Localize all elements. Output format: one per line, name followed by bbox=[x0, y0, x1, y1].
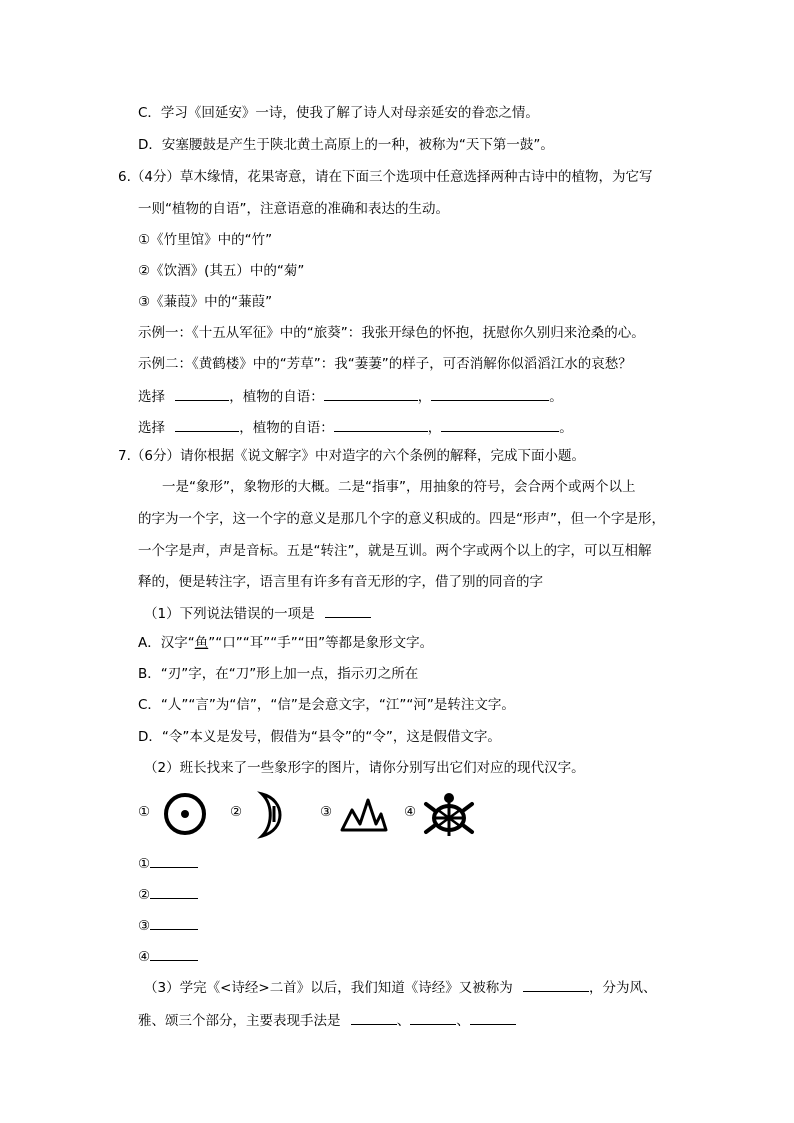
q7-sub1-text: （1）下列说法错误的一项是 bbox=[144, 606, 315, 622]
q6-fill-line-2 bbox=[138, 417, 573, 437]
answer-blank[interactable] bbox=[175, 417, 239, 432]
fill-label-self-talk: ，植物的自语： bbox=[239, 420, 334, 436]
answer-blank[interactable] bbox=[150, 853, 198, 868]
q5-option-d: D．安塞腰鼓是产生于陕北黄土高原上的一种，被称为“天下第一鼓”。 bbox=[138, 137, 554, 153]
q5-option-c: C．学习《回延安》一诗，使我了解了诗人对母亲延安的眷恋之情。 bbox=[138, 105, 539, 121]
q7-option-a bbox=[138, 634, 433, 652]
fill-comma: ， bbox=[427, 420, 442, 436]
option-a-suffix: ”“口”“耳”“手”“田”等都是象形文字。 bbox=[208, 635, 434, 651]
answer-number: ③ bbox=[138, 918, 151, 934]
answer-blank[interactable] bbox=[410, 1010, 456, 1025]
answer-blank[interactable] bbox=[470, 1010, 516, 1025]
mountain-pictograph-icon bbox=[340, 796, 388, 836]
q7-passage-line4: 释的，便是转注字，语言里有许多有音无形的字，借了别的同音的字 bbox=[138, 574, 543, 590]
answer-blank[interactable] bbox=[150, 946, 198, 961]
pictograph-number: ③ bbox=[320, 804, 333, 820]
q7-stem: 7.（6分）请你根据《说文解字》中对造字的六个条例的解释，完成下面小题。 bbox=[118, 448, 585, 464]
q7-option-c: C．“人”“言”为“信”，“信”是会意文字，“江”“河”是转注文字。 bbox=[138, 697, 515, 713]
answer-blank[interactable] bbox=[324, 386, 418, 401]
q7-passage-line3: 一个字是声，声是音标。五是“转注”，就是互训。两个字或两个以上的字，可以互相解 bbox=[138, 543, 652, 559]
separator: 、 bbox=[456, 1013, 470, 1029]
answer-number: ② bbox=[138, 887, 151, 903]
pictograph-answer-4 bbox=[138, 946, 198, 966]
pictograph-number: ④ bbox=[404, 804, 417, 820]
q7-sub3-text: （3）学完《<诗经>二首》以后，我们知道《诗经》又被称为 bbox=[144, 980, 513, 996]
q7-sub3-text-end: ，分为风、 bbox=[589, 980, 657, 996]
q6-fill-line-1 bbox=[138, 386, 563, 406]
pictograph-answer-1 bbox=[138, 853, 198, 873]
fill-label-self-talk: ，植物的自语： bbox=[229, 389, 324, 405]
answer-blank[interactable] bbox=[175, 386, 229, 401]
fill-label-select: 选择 bbox=[138, 420, 165, 436]
q7-sub2: （2）班长找来了一些象形字的图片，请你分别写出它们对应的现代汉字。 bbox=[144, 760, 585, 776]
answer-blank[interactable] bbox=[325, 603, 371, 618]
answer-blank[interactable] bbox=[431, 386, 549, 401]
q6-example-2: 示例二：《黄鹤楼》中的“芳草”：我“萋萋”的样子，可否消解你似滔滔江水的哀愁？ bbox=[138, 356, 632, 372]
option-a-underlined-char: 鱼 bbox=[194, 635, 209, 651]
q6-option-1: ①《竹里馆》中的“竹” bbox=[138, 232, 273, 248]
answer-blank[interactable] bbox=[441, 417, 559, 432]
pictograph-answer-3 bbox=[138, 915, 198, 935]
fill-period: 。 bbox=[559, 420, 573, 436]
turtle-pictograph-icon bbox=[422, 790, 476, 842]
q6-option-2: ②《饮酒》(其五）中的“菊” bbox=[138, 263, 305, 279]
option-a-prefix: A．汉字“ bbox=[138, 635, 195, 651]
answer-number: ④ bbox=[138, 949, 151, 965]
answer-blank[interactable] bbox=[334, 417, 428, 432]
answer-blank[interactable] bbox=[351, 1010, 397, 1025]
fill-comma: ， bbox=[417, 389, 432, 405]
moon-pictograph-icon bbox=[252, 790, 292, 840]
answer-blank[interactable] bbox=[150, 915, 198, 930]
pictograph-number: ② bbox=[230, 804, 243, 820]
q7-passage-line2: 的字为一个字，这一个字的意义是那几个字的意义积成的。四是“形声”，但一个字是形， bbox=[138, 511, 665, 527]
q7-passage-line1: 一是“象形”，象物形的大概。二是“指事”，用抽象的符号，会合两个或两个以上 bbox=[162, 479, 636, 495]
q7-sub3-line2 bbox=[138, 1010, 516, 1030]
q6-stem-line2: 一则“植物的自语”，注意语意的准确和表达的生动。 bbox=[138, 201, 449, 217]
answer-number: ① bbox=[138, 856, 151, 872]
q7-option-d: D．“令”本义是发号，假借为“县令”的“令”，这是假借文字。 bbox=[138, 729, 501, 745]
pictograph-number: ① bbox=[138, 804, 151, 820]
separator: 、 bbox=[396, 1013, 411, 1029]
q6-option-3: ③《蒹葭》中的“蒹葭” bbox=[138, 294, 273, 310]
pictograph-answer-2 bbox=[138, 884, 198, 904]
fill-label-select: 选择 bbox=[138, 389, 165, 405]
q7-option-b: B．“刃”字，在“刀”形上加一点，指示刃之所在 bbox=[138, 666, 419, 682]
answer-blank[interactable] bbox=[523, 977, 589, 992]
q7-sub3-line1 bbox=[144, 977, 657, 997]
pictograph-row bbox=[138, 790, 498, 842]
fill-period: 。 bbox=[549, 389, 563, 405]
sun-pictograph-icon bbox=[160, 790, 210, 838]
q6-stem-line1: 6.（4分）草木缘情，花果寄意，请在下面三个选项中任意选择两种古诗中的植物，为它写 bbox=[118, 169, 653, 185]
q6-example-1: 示例一：《十五从军征》中的“旅葵”：我张开绿色的怀抱，抚慰你久别归来沧桑的心。 bbox=[138, 325, 645, 341]
answer-blank[interactable] bbox=[150, 884, 198, 899]
q7-sub3-text2: 雅、颂三个部分，主要表现手法是 bbox=[138, 1013, 341, 1029]
q7-sub1 bbox=[144, 603, 371, 623]
